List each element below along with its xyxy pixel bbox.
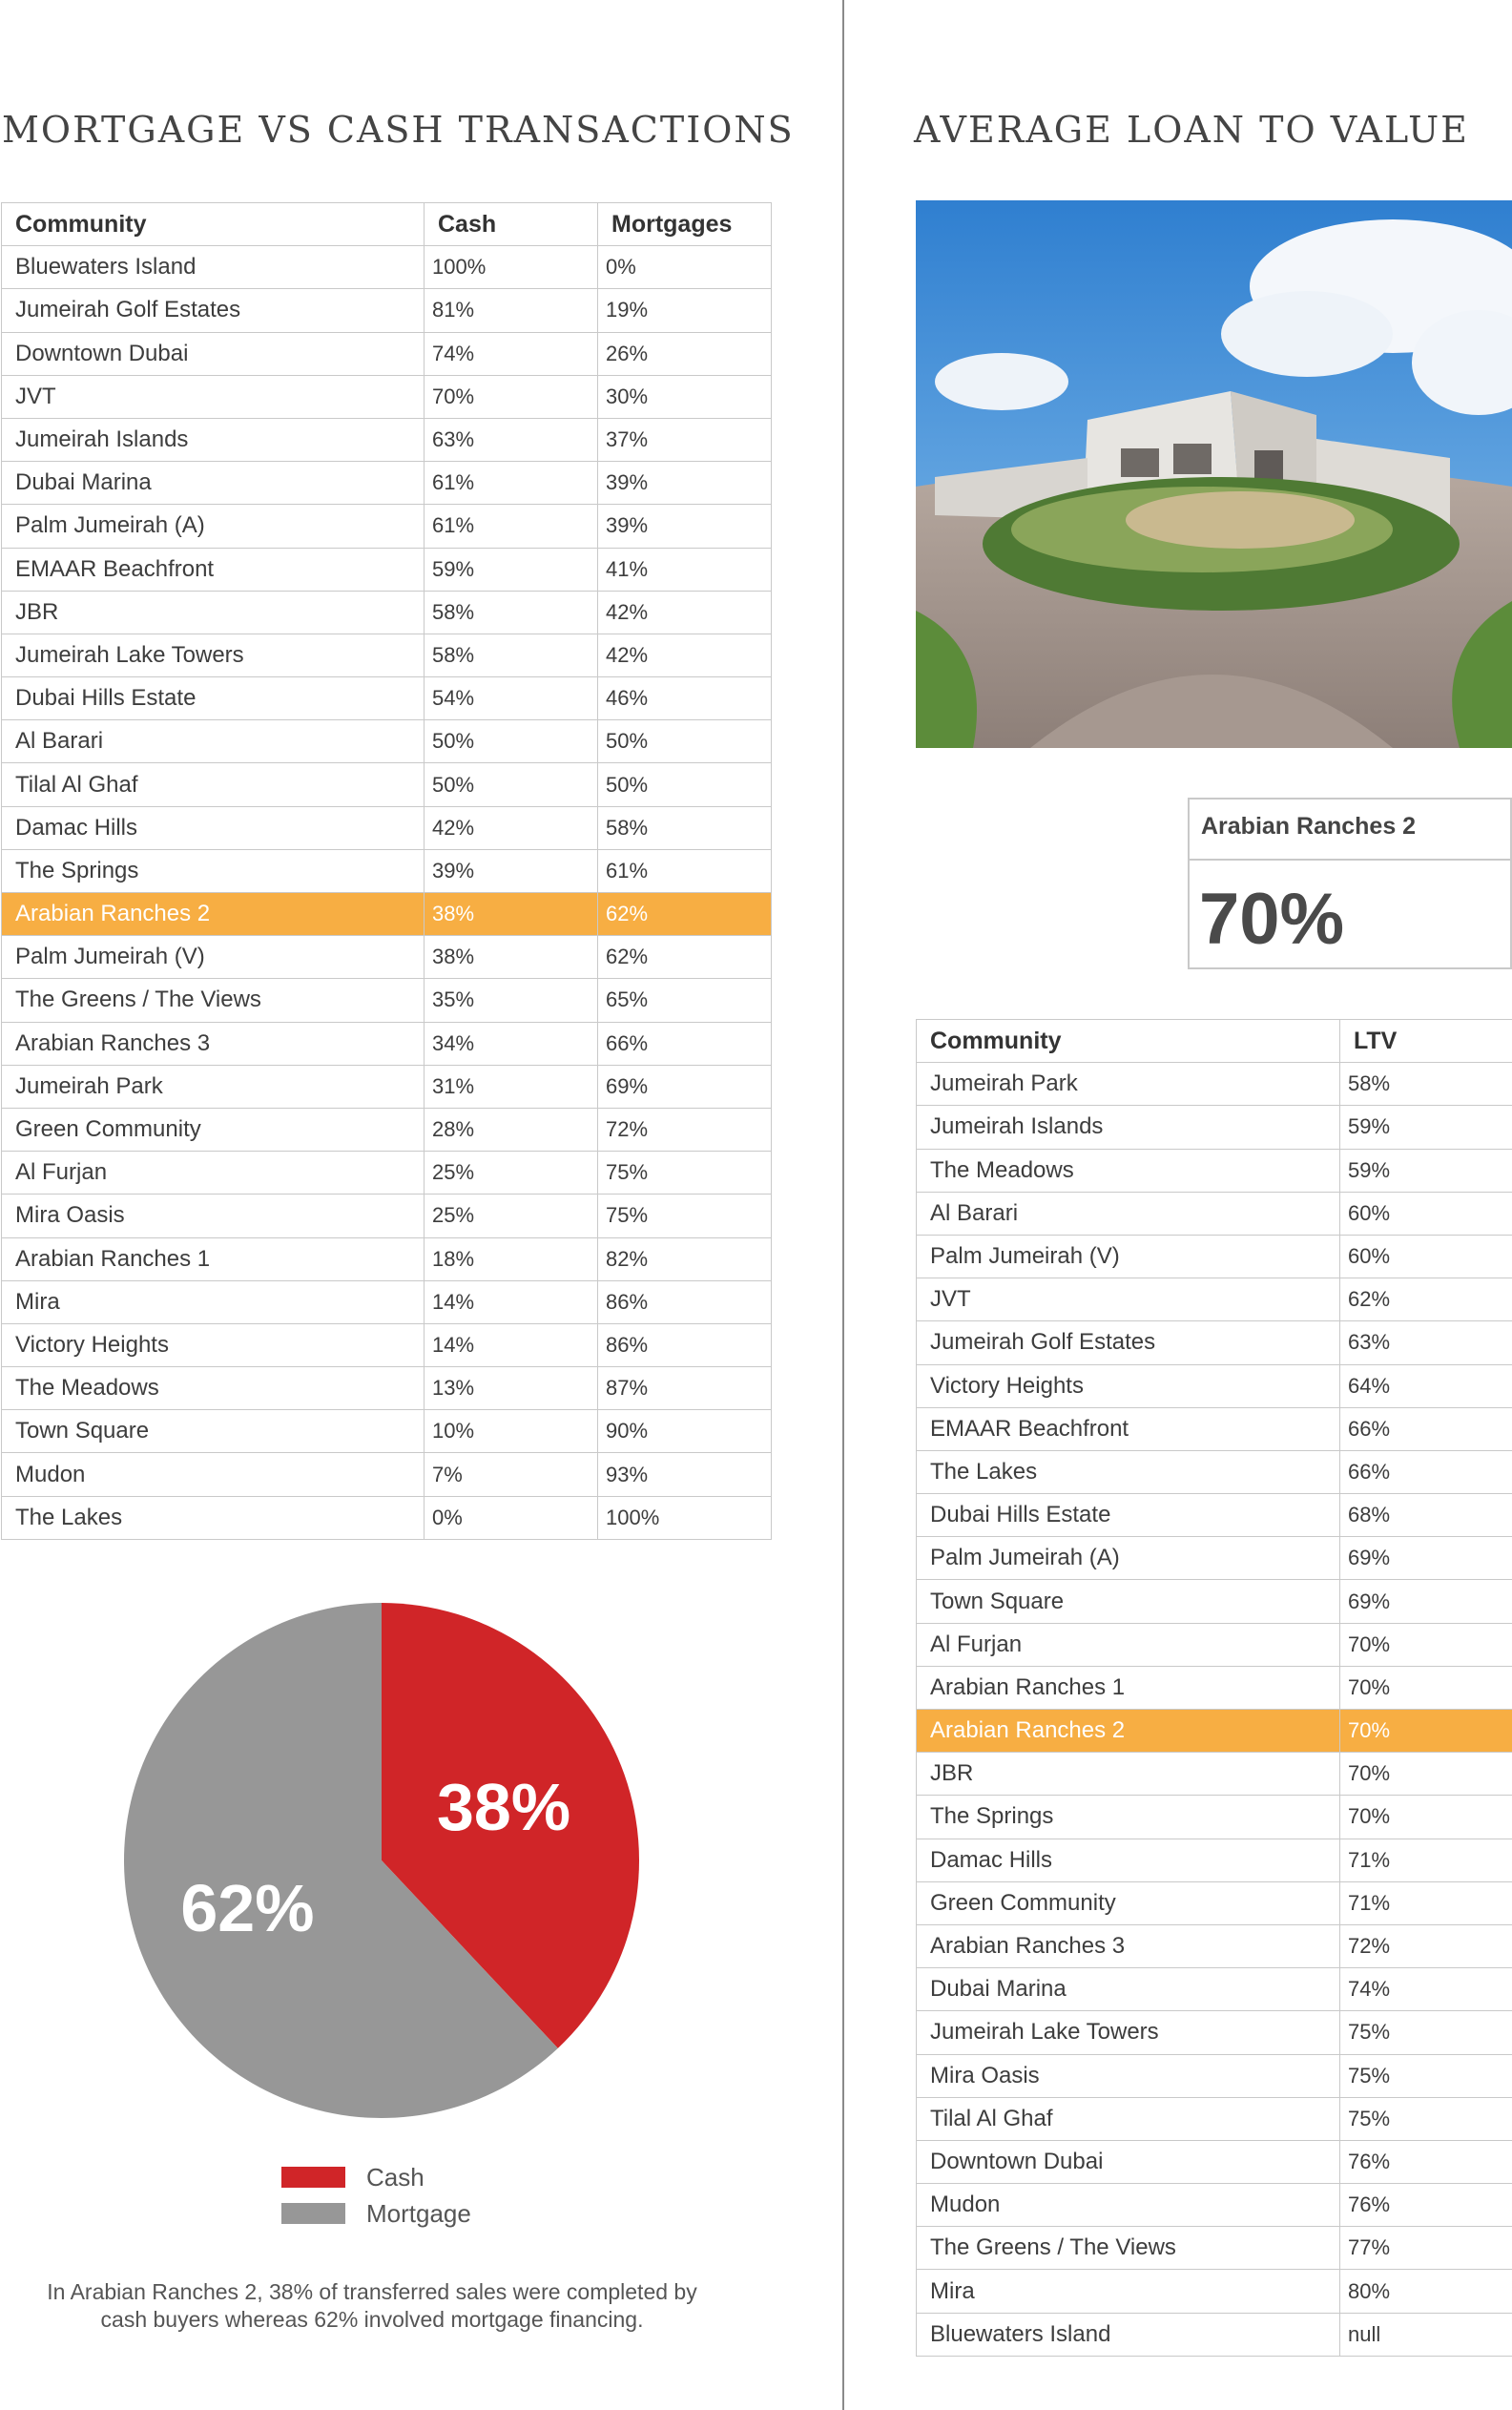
value-cell: 71% bbox=[1340, 1881, 1512, 1924]
cash-mortgage-pie-chart bbox=[114, 1593, 649, 2128]
value-cell: 34% bbox=[425, 1022, 598, 1065]
table-row bbox=[2, 289, 772, 332]
table-row bbox=[917, 1407, 1512, 1450]
value-cell: 77% bbox=[1340, 2227, 1512, 2270]
community-cell: The Lakes bbox=[917, 1450, 1340, 1493]
column-header: LTV bbox=[1340, 1020, 1512, 1063]
value-cell: 14% bbox=[425, 1280, 598, 1323]
value-cell: 61% bbox=[425, 505, 598, 548]
legend-label: Mortgage bbox=[366, 2198, 471, 2228]
table-row bbox=[917, 1666, 1512, 1709]
table-row bbox=[917, 1623, 1512, 1666]
community-cell: Jumeirah Golf Estates bbox=[917, 1321, 1340, 1364]
table-row bbox=[2, 1065, 772, 1108]
table-row bbox=[917, 2270, 1512, 2313]
community-cell: Mudon bbox=[917, 2184, 1340, 2227]
community-cell: Jumeirah Lake Towers bbox=[2, 634, 425, 676]
ltv-table bbox=[916, 1019, 1512, 2357]
table-row bbox=[2, 1453, 772, 1496]
community-cell: Al Barari bbox=[917, 1192, 1340, 1235]
value-cell: 58% bbox=[425, 634, 598, 676]
value-cell: 63% bbox=[1340, 1321, 1512, 1364]
table-row bbox=[2, 936, 772, 979]
community-cell: Jumeirah Park bbox=[2, 1065, 425, 1108]
value-cell: 72% bbox=[1340, 1924, 1512, 1967]
value-cell: 66% bbox=[598, 1022, 772, 1065]
community-cell: The Meadows bbox=[2, 1367, 425, 1410]
table-row bbox=[2, 548, 772, 591]
value-cell: null bbox=[1340, 2313, 1512, 2356]
value-cell: 76% bbox=[1340, 2140, 1512, 2183]
table-row bbox=[917, 1149, 1512, 1192]
table-row bbox=[917, 2184, 1512, 2227]
legend-swatch bbox=[281, 2167, 345, 2188]
community-cell: EMAAR Beachfront bbox=[2, 548, 425, 591]
community-cell: Arabian Ranches 2 bbox=[2, 893, 425, 936]
community-cell: EMAAR Beachfront bbox=[917, 1407, 1340, 1450]
value-cell: 69% bbox=[598, 1065, 772, 1108]
value-cell: 70% bbox=[1340, 1796, 1512, 1839]
value-cell: 74% bbox=[425, 332, 598, 375]
value-cell: 68% bbox=[1340, 1494, 1512, 1537]
value-cell: 58% bbox=[425, 591, 598, 634]
value-cell: 38% bbox=[425, 936, 598, 979]
table-row bbox=[2, 1367, 772, 1410]
community-cell: Jumeirah Golf Estates bbox=[2, 289, 425, 332]
table-row bbox=[917, 2097, 1512, 2140]
community-cell: Al Furjan bbox=[917, 1623, 1340, 1666]
value-cell: 58% bbox=[598, 806, 772, 849]
value-cell: 64% bbox=[1340, 1364, 1512, 1407]
community-cell: The Greens / The Views bbox=[917, 2227, 1340, 2270]
value-cell: 76% bbox=[1340, 2184, 1512, 2227]
value-cell: 75% bbox=[1340, 2054, 1512, 2097]
value-cell: 13% bbox=[425, 1367, 598, 1410]
table-row bbox=[917, 1364, 1512, 1407]
value-cell: 93% bbox=[598, 1453, 772, 1496]
value-cell: 37% bbox=[598, 418, 772, 461]
table-row bbox=[2, 246, 772, 289]
table-row bbox=[917, 2011, 1512, 2054]
community-cell: Arabian Ranches 3 bbox=[2, 1022, 425, 1065]
table-row bbox=[917, 1537, 1512, 1580]
community-cell: Dubai Marina bbox=[917, 1968, 1340, 2011]
community-cell: Palm Jumeirah (A) bbox=[917, 1537, 1340, 1580]
value-cell: 61% bbox=[598, 849, 772, 892]
table-row bbox=[917, 1580, 1512, 1623]
column-divider bbox=[842, 0, 844, 2410]
community-cell: Bluewaters Island bbox=[2, 246, 425, 289]
value-cell: 10% bbox=[425, 1410, 598, 1453]
community-cell: Bluewaters Island bbox=[917, 2313, 1340, 2356]
table-row bbox=[2, 591, 772, 634]
value-cell: 54% bbox=[425, 677, 598, 720]
table-row bbox=[2, 1410, 772, 1453]
column-header: Community bbox=[917, 1020, 1340, 1063]
value-cell: 60% bbox=[1340, 1192, 1512, 1235]
table-row bbox=[2, 1280, 772, 1323]
value-cell: 74% bbox=[1340, 1968, 1512, 2011]
table-row bbox=[2, 1237, 772, 1280]
table-row bbox=[2, 979, 772, 1022]
table-row bbox=[917, 1063, 1512, 1106]
table-row bbox=[917, 1494, 1512, 1537]
community-cell: Jumeirah Lake Towers bbox=[917, 2011, 1340, 2054]
table-row bbox=[2, 462, 772, 505]
value-cell: 0% bbox=[598, 246, 772, 289]
value-cell: 63% bbox=[425, 418, 598, 461]
community-cell: Dubai Hills Estate bbox=[917, 1494, 1340, 1537]
community-cell: Mudon bbox=[2, 1453, 425, 1496]
community-cell: Palm Jumeirah (V) bbox=[2, 936, 425, 979]
table-row bbox=[2, 763, 772, 806]
community-cell: The Springs bbox=[2, 849, 425, 892]
table-row bbox=[917, 1796, 1512, 1839]
value-cell: 70% bbox=[1340, 1753, 1512, 1796]
value-cell: 87% bbox=[598, 1367, 772, 1410]
table-row bbox=[2, 1496, 772, 1539]
community-cell: Arabian Ranches 1 bbox=[917, 1666, 1340, 1709]
table-row bbox=[917, 1710, 1512, 1753]
community-cell: Mira bbox=[2, 1280, 425, 1323]
pie-label-mortgage: 62% bbox=[180, 1871, 315, 1946]
legend-item bbox=[281, 2195, 471, 2232]
value-cell: 69% bbox=[1340, 1537, 1512, 1580]
pie-label-cash: 38% bbox=[436, 1769, 571, 1844]
community-cell: Jumeirah Islands bbox=[917, 1106, 1340, 1149]
community-cell: Town Square bbox=[2, 1410, 425, 1453]
value-cell: 50% bbox=[598, 763, 772, 806]
value-cell: 25% bbox=[425, 1195, 598, 1237]
community-cell: JVT bbox=[917, 1278, 1340, 1321]
value-cell: 30% bbox=[598, 375, 772, 418]
value-cell: 81% bbox=[425, 289, 598, 332]
table-row bbox=[917, 1968, 1512, 2011]
value-cell: 31% bbox=[425, 1065, 598, 1108]
community-cell: Dubai Hills Estate bbox=[2, 677, 425, 720]
community-cell: Palm Jumeirah (V) bbox=[917, 1235, 1340, 1278]
legend-swatch bbox=[281, 2203, 345, 2224]
community-cell: JBR bbox=[917, 1753, 1340, 1796]
value-cell: 0% bbox=[425, 1496, 598, 1539]
value-cell: 65% bbox=[598, 979, 772, 1022]
community-cell: Tilal Al Ghaf bbox=[2, 763, 425, 806]
community-cell: Damac Hills bbox=[2, 806, 425, 849]
mortgage-cash-table bbox=[1, 202, 772, 1540]
value-cell: 7% bbox=[425, 1453, 598, 1496]
community-cell: JBR bbox=[2, 591, 425, 634]
table-row bbox=[2, 893, 772, 936]
value-cell: 62% bbox=[598, 936, 772, 979]
value-cell: 72% bbox=[598, 1108, 772, 1151]
table-row bbox=[917, 1278, 1512, 1321]
card-ltv-value: 70% bbox=[1199, 879, 1345, 960]
community-villa-photo bbox=[916, 200, 1512, 748]
community-cell: Dubai Marina bbox=[2, 462, 425, 505]
table-row bbox=[917, 1753, 1512, 1796]
community-cell: Victory Heights bbox=[917, 1364, 1340, 1407]
value-cell: 41% bbox=[598, 548, 772, 591]
community-cell: The Greens / The Views bbox=[2, 979, 425, 1022]
community-cell: Green Community bbox=[2, 1108, 425, 1151]
table-row bbox=[917, 1450, 1512, 1493]
value-cell: 90% bbox=[598, 1410, 772, 1453]
column-header: Community bbox=[2, 203, 425, 246]
value-cell: 39% bbox=[425, 849, 598, 892]
value-cell: 62% bbox=[1340, 1278, 1512, 1321]
community-cell: Downtown Dubai bbox=[2, 332, 425, 375]
community-cell: Arabian Ranches 3 bbox=[917, 1924, 1340, 1967]
average-ltv-title: AVERAGE LOAN TO VALUE bbox=[914, 109, 1469, 151]
value-cell: 75% bbox=[598, 1152, 772, 1195]
community-cell: The Meadows bbox=[917, 1149, 1340, 1192]
table-row bbox=[2, 1323, 772, 1366]
community-cell: Arabian Ranches 2 bbox=[917, 1710, 1340, 1753]
table-row bbox=[2, 634, 772, 676]
mortgage-vs-cash-title: MORTGAGE VS CASH TRANSACTIONS bbox=[2, 109, 795, 151]
community-cell: The Lakes bbox=[2, 1496, 425, 1539]
community-cell: Arabian Ranches 1 bbox=[2, 1237, 425, 1280]
value-cell: 60% bbox=[1340, 1235, 1512, 1278]
table-row bbox=[2, 375, 772, 418]
community-cell: Green Community bbox=[917, 1881, 1340, 1924]
value-cell: 35% bbox=[425, 979, 598, 1022]
value-cell: 71% bbox=[1340, 1839, 1512, 1881]
value-cell: 42% bbox=[598, 591, 772, 634]
table-row bbox=[2, 720, 772, 763]
value-cell: 70% bbox=[1340, 1666, 1512, 1709]
value-cell: 38% bbox=[425, 893, 598, 936]
value-cell: 69% bbox=[1340, 1580, 1512, 1623]
ltv-highlight-card bbox=[1188, 798, 1512, 969]
value-cell: 26% bbox=[598, 332, 772, 375]
table-row bbox=[2, 849, 772, 892]
value-cell: 18% bbox=[425, 1237, 598, 1280]
table-row bbox=[2, 1022, 772, 1065]
value-cell: 82% bbox=[598, 1237, 772, 1280]
table-row bbox=[917, 2140, 1512, 2183]
value-cell: 50% bbox=[598, 720, 772, 763]
card-separator bbox=[1190, 859, 1510, 861]
table-row bbox=[2, 418, 772, 461]
community-cell: Mira Oasis bbox=[2, 1195, 425, 1237]
value-cell: 66% bbox=[1340, 1407, 1512, 1450]
table-row bbox=[917, 1106, 1512, 1149]
community-cell: Tilal Al Ghaf bbox=[917, 2097, 1340, 2140]
value-cell: 28% bbox=[425, 1108, 598, 1151]
value-cell: 42% bbox=[425, 806, 598, 849]
table-header-row bbox=[2, 203, 772, 246]
table-row bbox=[917, 1321, 1512, 1364]
community-cell: Jumeirah Park bbox=[917, 1063, 1340, 1106]
value-cell: 50% bbox=[425, 763, 598, 806]
community-cell: JVT bbox=[2, 375, 425, 418]
value-cell: 59% bbox=[425, 548, 598, 591]
column-header: Cash bbox=[425, 203, 598, 246]
value-cell: 100% bbox=[425, 246, 598, 289]
table-row bbox=[917, 2227, 1512, 2270]
value-cell: 70% bbox=[1340, 1710, 1512, 1753]
table-row bbox=[2, 1195, 772, 1237]
card-community-label: Arabian Ranches 2 bbox=[1201, 813, 1417, 840]
table-header-row bbox=[917, 1020, 1512, 1063]
table-row bbox=[2, 1108, 772, 1151]
pie-caption: In Arabian Ranches 2, 38% of transferred sales were completed by cash buyers whereas 62% involved mortgage financing. bbox=[47, 2279, 697, 2332]
community-cell: Mira bbox=[917, 2270, 1340, 2313]
value-cell: 59% bbox=[1340, 1149, 1512, 1192]
table-row bbox=[2, 677, 772, 720]
table-row bbox=[917, 2054, 1512, 2097]
value-cell: 86% bbox=[598, 1323, 772, 1366]
value-cell: 70% bbox=[425, 375, 598, 418]
table-row bbox=[2, 332, 772, 375]
community-cell: Al Furjan bbox=[2, 1152, 425, 1195]
community-cell: Town Square bbox=[917, 1580, 1340, 1623]
value-cell: 25% bbox=[425, 1152, 598, 1195]
table-row bbox=[917, 1881, 1512, 1924]
table-row bbox=[917, 1192, 1512, 1235]
value-cell: 66% bbox=[1340, 1450, 1512, 1493]
table-row bbox=[2, 1152, 772, 1195]
table-row bbox=[917, 1839, 1512, 1881]
table-row bbox=[2, 806, 772, 849]
value-cell: 75% bbox=[1340, 2097, 1512, 2140]
value-cell: 70% bbox=[1340, 1623, 1512, 1666]
column-header: Mortgages bbox=[598, 203, 772, 246]
value-cell: 100% bbox=[598, 1496, 772, 1539]
value-cell: 75% bbox=[1340, 2011, 1512, 2054]
value-cell: 62% bbox=[598, 893, 772, 936]
community-cell: Al Barari bbox=[2, 720, 425, 763]
value-cell: 86% bbox=[598, 1280, 772, 1323]
value-cell: 42% bbox=[598, 634, 772, 676]
value-cell: 50% bbox=[425, 720, 598, 763]
community-cell: Jumeirah Islands bbox=[2, 418, 425, 461]
table-row bbox=[917, 2313, 1512, 2356]
community-cell: The Springs bbox=[917, 1796, 1340, 1839]
value-cell: 46% bbox=[598, 677, 772, 720]
community-cell: Mira Oasis bbox=[917, 2054, 1340, 2097]
community-cell: Victory Heights bbox=[2, 1323, 425, 1366]
table-row bbox=[917, 1924, 1512, 1967]
value-cell: 39% bbox=[598, 462, 772, 505]
value-cell: 80% bbox=[1340, 2270, 1512, 2313]
value-cell: 14% bbox=[425, 1323, 598, 1366]
value-cell: 59% bbox=[1340, 1106, 1512, 1149]
table-row bbox=[917, 1235, 1512, 1278]
table-row bbox=[2, 505, 772, 548]
legend-label: Cash bbox=[366, 2162, 425, 2192]
community-cell: Damac Hills bbox=[917, 1839, 1340, 1881]
pie-legend bbox=[281, 2159, 471, 2232]
value-cell: 19% bbox=[598, 289, 772, 332]
value-cell: 58% bbox=[1340, 1063, 1512, 1106]
community-cell: Downtown Dubai bbox=[917, 2140, 1340, 2183]
value-cell: 75% bbox=[598, 1195, 772, 1237]
value-cell: 39% bbox=[598, 505, 772, 548]
community-cell: Palm Jumeirah (A) bbox=[2, 505, 425, 548]
legend-item bbox=[281, 2159, 471, 2195]
value-cell: 61% bbox=[425, 462, 598, 505]
